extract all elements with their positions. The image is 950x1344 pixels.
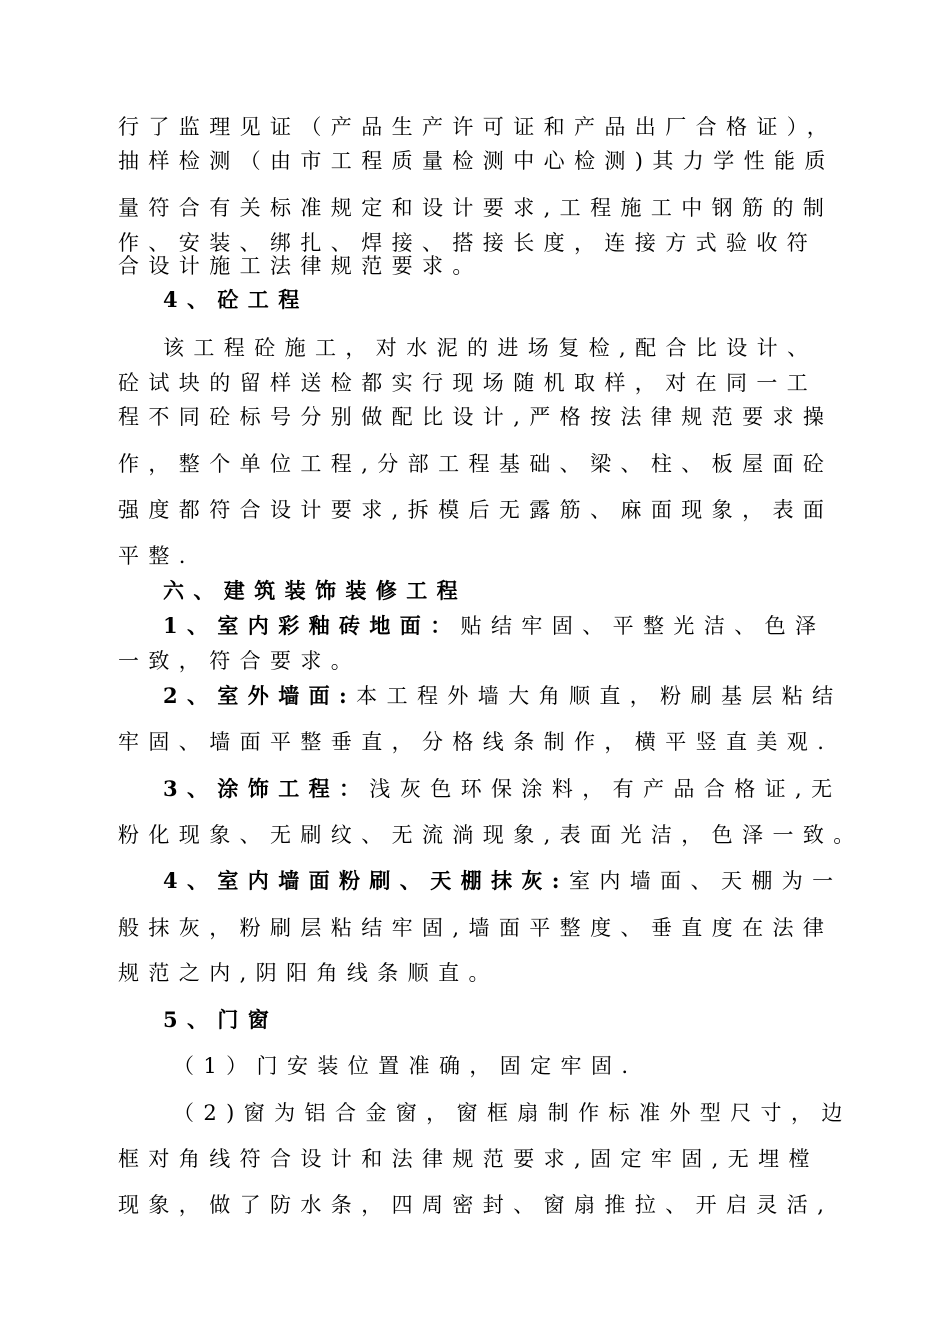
text-run: 粉化现象、无刷纹、无流淌现象,表面光洁，色泽一致。 — [118, 823, 864, 847]
text-run: （1）门安装位置准确，固定牢固. — [173, 1054, 638, 1078]
text-run: 平整. — [118, 544, 195, 568]
text-line — [163, 683, 843, 709]
section-heading — [163, 578, 467, 604]
section-heading — [163, 287, 309, 313]
text-run: 行了监理见证（产品生产许可证和产品出厂合格证）， — [118, 115, 838, 139]
text-run: 牢固、墙面平整垂直，分格线条制作，横平竖直美观. — [118, 730, 834, 754]
text-line — [118, 148, 835, 174]
text-run: 框对角线符合设计和法律规范要求,固定牢固,无埋樘 — [118, 1147, 819, 1171]
text-line — [118, 195, 833, 221]
text-line — [118, 451, 833, 477]
text-run: 现象，做了防水条，四周密封、窗扇推拉、开启灵活, — [118, 1193, 834, 1217]
text-run: 抽样检测（由市工程质量检测中心检测)其力学性能质 — [118, 149, 835, 173]
text-line — [118, 1146, 819, 1172]
text-line — [118, 114, 837, 140]
text-run: 作，整个单位工程,分部工程基础、梁、柱、板屋面砼 — [118, 452, 834, 476]
text-line — [163, 613, 825, 639]
text-run: 室内墙面、天棚为一 — [568, 869, 843, 893]
item-label: 2、室外墙面: — [163, 683, 357, 708]
text-line — [163, 776, 842, 802]
text-line — [118, 1192, 833, 1218]
text-run: 本工程外墙大角顺直，粉刷基层粘结 — [356, 684, 843, 708]
item-label: 1、室内彩釉砖地面： — [163, 613, 461, 638]
text-line — [163, 868, 843, 894]
text-run: 贴结牢固、平整光洁、色泽 — [460, 614, 826, 638]
text-run: 量符合有关标准规定和设计要求,工程施工中钢筋的制 — [118, 196, 834, 220]
text-run: 般抹灰，粉刷层粘结牢固,墙面平整度、垂直度在法律 — [118, 916, 834, 940]
text-line — [118, 915, 833, 941]
text-run: 规范之内,阴阳角线条顺直。 — [118, 961, 499, 985]
text-run: 该工程砼施工，对水泥的进场复检,配合比设计、 — [163, 336, 818, 360]
text-line — [118, 253, 483, 279]
section-heading — [163, 1007, 278, 1033]
text-run: 强度都符合设计要求,拆模后无露筋、麻面现象，表面 — [118, 498, 834, 522]
text-run: （2)窗为铝合金窗，窗框扇制作标准外型尺寸，边 — [173, 1101, 852, 1125]
text-run: 浅灰色环保涂料，有产品合格证,无 — [369, 777, 842, 801]
item-label: 3、涂饰工程： — [163, 776, 370, 801]
text-line — [118, 729, 833, 755]
text-line — [173, 1100, 852, 1126]
text-line — [173, 1053, 637, 1079]
text-line — [163, 335, 817, 361]
text-line — [118, 822, 864, 848]
text-line — [118, 370, 817, 396]
text-line — [118, 497, 833, 523]
heading-text: 5、门窗 — [163, 1007, 279, 1032]
heading-text: 六、建筑装饰装修工程 — [163, 578, 467, 603]
text-run: 砼试块的留样送检都实行现场随机取样，对在同一工 — [118, 371, 818, 395]
text-run: 合设计施工法律规范要求。 — [118, 254, 483, 278]
heading-text: 4、砼工程 — [163, 287, 309, 312]
text-line — [118, 543, 195, 569]
text-line — [118, 960, 499, 986]
item-label: 4、室内墙面粉刷、天棚抹灰: — [163, 868, 569, 893]
text-run: 一致，符合要求。 — [118, 649, 362, 673]
text-line — [118, 404, 833, 430]
text-run: 作、安装、绑扎、焊接、搭接长度，连接方式验收符 — [118, 231, 818, 255]
text-line — [118, 648, 361, 674]
text-run: 程不同砼标号分别做配比设计,严格按法律规范要求操 — [118, 405, 834, 429]
